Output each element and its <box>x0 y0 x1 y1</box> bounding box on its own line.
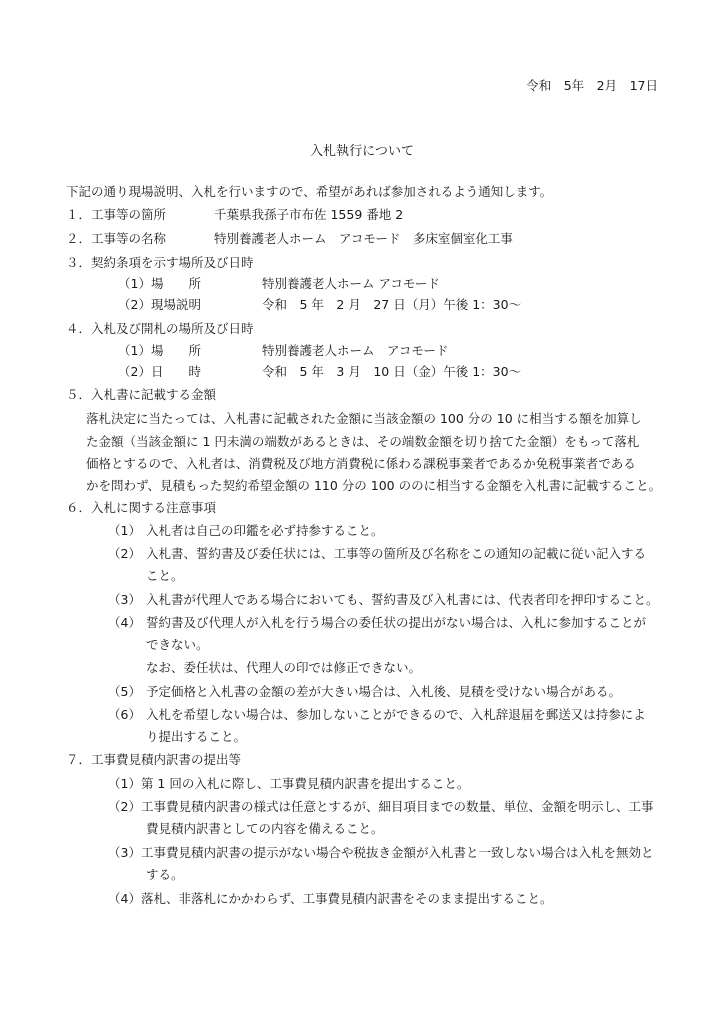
body-line: かを問わず、見積もった契約希望金額の 110 分の 100 ののに相当する金額を入札書に記載すること。 <box>86 478 662 493</box>
body-line: （1）場 所 <box>118 343 201 358</box>
body-line: 入札を希望しない場合は、参加しないことができるので、入札辞退届を郵送又は持参によ <box>146 707 646 722</box>
body-line: （1） <box>108 523 141 538</box>
intro-paragraph: 下記の通り現場説明、入札を行いますので、希望があれば参加されるよう通知します。 <box>66 184 553 199</box>
body-line: 価格とするので、入札者は、消費税及び地方消費税に係わる課税事業者であるか免税事業者である <box>86 456 636 471</box>
body-line: 特別養護老人ホーム アコモード <box>262 343 449 358</box>
body-line: （2） <box>108 546 141 561</box>
body-line: 誓約書及び代理人が入札を行う場合の委任状の提出がない場合は、入札に参加することが <box>146 615 647 630</box>
body-line: （2）現場説明 <box>118 297 201 312</box>
body-line: 令和 5 年 2 月 27 日（月）午後 1：30～ <box>262 297 522 312</box>
body-line: できない。 <box>146 637 209 652</box>
document-title: 入札執行について <box>309 144 415 159</box>
body-line: （6） <box>108 707 141 722</box>
body-line: （5） <box>108 684 141 699</box>
body-line: 入札書が代理人である場合においても、誓約書及び入札書には、代表者印を押印すること。 <box>146 592 659 607</box>
body-line: ５．入札書に記載する金額 <box>66 387 217 402</box>
body-line: （1）場 所 <box>118 276 201 291</box>
body-line: 特別養護老人ホーム アコモード <box>262 276 440 291</box>
body-line: こと。 <box>146 568 184 583</box>
body-line: り提出すること。 <box>146 729 247 744</box>
body-line: する。 <box>146 867 184 882</box>
body-line: （4）落札、非落札にかかわらず、工事費見積内訳書をそのまま提出すること。 <box>108 891 553 906</box>
body-line: ４．入札及び開札の場所及び日時 <box>66 321 254 336</box>
body-line: （4） <box>108 615 141 630</box>
body-line: （3）工事費見積内訳書の提示がない場合や税抜き金額が入札書と一致しない場合は入札を無効と <box>108 845 654 860</box>
body-line: １．工事等の箇所 <box>66 207 167 222</box>
body-line: なお、委任状は、代理人の印では修正できない。 <box>146 660 422 675</box>
body-line: （2）日 時 <box>118 364 201 379</box>
body-line: 費見積内訳書としての内容を備えること。 <box>146 821 384 836</box>
body-line: ７．工事費見積内訳書の提出等 <box>66 752 242 767</box>
body-line: 令和 5 年 3 月 10 日（金）午後 1：30～ <box>262 364 522 379</box>
body-line: 入札者は自己の印鑑を必ず持参すること。 <box>146 523 384 538</box>
body-line: 予定価格と入札書の金額の差が大きい場合は、入札後、見積を受けない場合がある。 <box>146 684 622 699</box>
body-line: ２．工事等の名称 <box>66 231 167 246</box>
body-line: （3） <box>108 592 141 607</box>
body-line: た金額（当該金額に 1 円未満の端数があるときは、その端数金額を切り捨てた金額）をもって落札 <box>86 434 640 449</box>
body-line: ３．契約条項を示す場所及び日時 <box>66 255 254 270</box>
body-line: ６．入札に関する注意事項 <box>66 500 217 515</box>
body-line: 落札決定に当たっては、入札書に記載された金額に当該金額の 100 分の 10 に相当する額を加算し <box>86 411 642 426</box>
document-date: 令和 5年 2月 17日 <box>526 78 658 93</box>
body-line: 入札書、誓約書及び委任状には、工事等の箇所及び名称をこの通知の記載に従い記入する <box>146 546 647 561</box>
body-line: （2）工事費見積内訳書の様式は任意とするが、細目項目までの数量、単位、金額を明示し、工事 <box>108 799 654 814</box>
body-line: 特別養護老人ホーム アコモード 多床室個室化工事 <box>214 231 513 246</box>
body-line: （1）第 1 回の入札に際し、工事費見積内訳書を提出すること。 <box>108 776 470 791</box>
body-line: 千葉県我孫子市布佐 1559 番地 2 <box>214 207 404 222</box>
